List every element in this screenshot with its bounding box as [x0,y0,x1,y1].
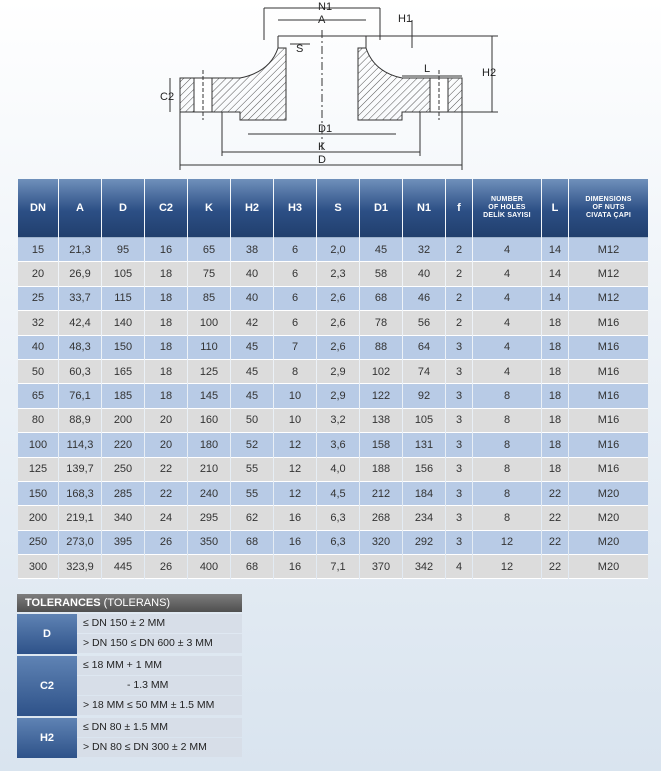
table-cell: 15 [18,238,58,262]
table-cell: 292 [403,531,445,555]
table-cell: 240 [188,482,230,506]
table-cell: 2,6 [317,311,359,335]
table-cell: 3 [446,409,472,433]
table-cell: 42,4 [59,311,101,335]
table-cell: 14 [542,287,568,311]
table-cell: 140 [102,311,144,335]
table-cell: 18 [542,409,568,433]
header-d: D [102,179,144,238]
tolerance-row-d [17,614,242,654]
table-cell: 188 [360,458,402,482]
table-cell: 21,3 [59,238,101,262]
table-cell: 165 [102,360,144,384]
table-cell: 4 [473,262,541,286]
table-cell: 16 [274,531,316,555]
table-cell: 10 [274,409,316,433]
tolerance-value: ≤ DN 80 ± 1.5 MM [77,718,242,737]
table-cell: 22 [145,482,187,506]
table-cell: 295 [188,506,230,530]
table-cell: 26 [145,555,187,579]
table-cell: 33,7 [59,287,101,311]
table-cell: 22 [542,506,568,530]
table-cell: 85 [188,287,230,311]
header-h2: H2 [231,179,273,238]
table-row [18,287,648,311]
header-dn: DN [18,179,58,238]
table-cell: 210 [188,458,230,482]
table-cell: 68 [231,531,273,555]
header-s: S [317,179,359,238]
table-row [18,336,648,360]
table-cell: 8 [473,384,541,408]
tolerance-value: ≤ DN 150 ± 2 MM [77,614,242,633]
table-cell: 156 [403,458,445,482]
table-cell: 40 [231,287,273,311]
table-cell: 3 [446,433,472,457]
table-cell: 150 [18,482,58,506]
table-cell: 50 [231,409,273,433]
table-cell: 56 [403,311,445,335]
table-cell: 2,0 [317,238,359,262]
table-cell: 370 [360,555,402,579]
table-cell: 220 [102,433,144,457]
table-cell: 8 [473,409,541,433]
table-cell: 3 [446,506,472,530]
table-cell: 320 [360,531,402,555]
table-cell: 88 [360,336,402,360]
header-l: L [542,179,568,238]
table-cell: 55 [231,482,273,506]
table-cell: 323,9 [59,555,101,579]
table-cell: 139,7 [59,458,101,482]
table-cell: 18 [145,262,187,286]
table-cell: 2,9 [317,360,359,384]
table-cell: 62 [231,506,273,530]
table-cell: 250 [102,458,144,482]
table-cell: M16 [569,458,648,482]
table-cell: 78 [360,311,402,335]
table-cell: 6 [274,287,316,311]
table-cell: 14 [542,262,568,286]
table-cell: 8 [473,506,541,530]
table-cell: 38 [231,238,273,262]
table-cell: M12 [569,238,648,262]
table-cell: 46 [403,287,445,311]
table-cell: 12 [473,531,541,555]
table-cell: 18 [542,336,568,360]
table-cell: 2,9 [317,384,359,408]
table-cell: 50 [18,360,58,384]
table-cell: 16 [274,506,316,530]
table-cell: 4,0 [317,458,359,482]
table-cell: 22 [145,458,187,482]
table-cell: 131 [403,433,445,457]
table-cell: 45 [231,360,273,384]
table-cell: M16 [569,409,648,433]
table-cell: 212 [360,482,402,506]
table-cell: 400 [188,555,230,579]
header-a: A [59,179,101,238]
table-cell: 2 [446,238,472,262]
table-cell: 18 [542,360,568,384]
table-cell: 105 [102,262,144,286]
table-cell: 122 [360,384,402,408]
tolerance-value: > 18 MM ≤ 50 MM ± 1.5 MM [77,696,242,715]
table-cell: 6 [274,311,316,335]
table-cell: 158 [360,433,402,457]
table-cell: 12 [274,433,316,457]
table-cell: 150 [102,336,144,360]
dimensions-table [17,179,649,579]
table-cell: 4,5 [317,482,359,506]
table-row [18,409,648,433]
table-cell: 18 [542,311,568,335]
table-cell: 6 [274,238,316,262]
table-cell: 4 [473,360,541,384]
table-cell: 445 [102,555,144,579]
tolerance-key: C2 [17,656,77,716]
table-cell: 268 [360,506,402,530]
table-cell: 100 [188,311,230,335]
table-cell: 52 [231,433,273,457]
table-cell: 184 [403,482,445,506]
table-header-row [18,179,648,238]
table-cell: 22 [542,482,568,506]
label-a: A [318,14,326,26]
header-n1: N1 [403,179,445,238]
table-cell: 18 [145,311,187,335]
header-k: K [188,179,230,238]
table-cell: 3 [446,336,472,360]
table-cell: 8 [473,458,541,482]
label-c2: C2 [160,91,175,103]
table-cell: 10 [274,384,316,408]
table-cell: 185 [102,384,144,408]
table-cell: 4 [473,336,541,360]
label-n1: N1 [318,1,333,13]
table-cell: 4 [473,287,541,311]
flange-diagram [0,0,661,178]
table-cell: 12 [274,458,316,482]
table-cell: 145 [188,384,230,408]
tolerance-row-c2 [17,656,242,716]
table-cell: 114,3 [59,433,101,457]
table-cell: 2,6 [317,287,359,311]
table-cell: 68 [231,555,273,579]
table-cell: 12 [274,482,316,506]
table-cell: 18 [542,384,568,408]
header-c2: C2 [145,179,187,238]
label-h2: H2 [482,67,497,79]
label-d1: D1 [318,123,333,135]
label-s: S [296,43,304,55]
tolerance-key: H2 [17,718,77,758]
table-row [18,238,648,262]
table-cell: M20 [569,555,648,579]
table-cell: 6,3 [317,531,359,555]
table-cell: 32 [403,238,445,262]
table-cell: 8 [473,482,541,506]
table-cell: 32 [18,311,58,335]
table-cell: 60,3 [59,360,101,384]
table-cell: M16 [569,360,648,384]
table-cell: 20 [18,262,58,286]
table-cell: 3 [446,482,472,506]
table-body [18,238,648,579]
tolerances-table [17,614,242,760]
table-cell: 14 [542,238,568,262]
table-cell: M16 [569,311,648,335]
table-cell: 180 [188,433,230,457]
table-cell: M16 [569,384,648,408]
table-cell: 74 [403,360,445,384]
table-cell: 219,1 [59,506,101,530]
table-cell: 4 [473,311,541,335]
header-number-of-holes: NUMBER OF HOLES DELİK SAYISI [473,179,541,238]
label-l: L [424,63,431,75]
table-cell: 80 [18,409,58,433]
label-k: K [318,141,326,153]
table-cell: 7,1 [317,555,359,579]
table-cell: 58 [360,262,402,286]
table-cell: 2 [446,311,472,335]
table-cell: 68 [360,287,402,311]
table-cell: M20 [569,482,648,506]
label-h1: H1 [398,13,413,25]
table-cell: 3 [446,531,472,555]
table-cell: 2 [446,287,472,311]
table-cell: 40 [18,336,58,360]
tolerances-title-en: TOLERANCES [25,597,101,609]
table-cell: 75 [188,262,230,286]
table-cell: 250 [18,531,58,555]
table-cell: 12 [473,555,541,579]
table-cell: 95 [102,238,144,262]
table-cell: 115 [102,287,144,311]
tolerance-key: D [17,614,77,654]
table-cell: 105 [403,409,445,433]
table-cell: M16 [569,433,648,457]
table-row [18,262,648,286]
header-h3: H3 [274,179,316,238]
table-row [18,458,648,482]
table-cell: 40 [231,262,273,286]
table-cell: 138 [360,409,402,433]
table-cell: 168,3 [59,482,101,506]
table-cell: 65 [188,238,230,262]
tolerance-value: - 1.3 MM [77,676,242,695]
table-cell: 8 [473,433,541,457]
table-cell: 18 [145,360,187,384]
table-cell: 40 [403,262,445,286]
table-cell: 3,6 [317,433,359,457]
table-cell: 102 [360,360,402,384]
table-cell: 200 [18,506,58,530]
table-row [18,531,648,555]
tolerances-title-tr: (TOLERANS) [103,597,171,609]
table-cell: 342 [403,555,445,579]
table-cell: 300 [18,555,58,579]
table-cell: 18 [145,287,187,311]
table-cell: M12 [569,262,648,286]
tolerance-value: ≤ 18 MM + 1 MM [77,656,242,675]
table-cell: 3 [446,458,472,482]
table-cell: 16 [274,555,316,579]
table-cell: 20 [145,433,187,457]
table-cell: 20 [145,409,187,433]
table-cell: M12 [569,287,648,311]
table-cell: 45 [231,336,273,360]
table-cell: 4 [446,555,472,579]
table-row [18,506,648,530]
table-cell: 45 [360,238,402,262]
tolerance-row-h2 [17,718,242,758]
table-cell: 3,2 [317,409,359,433]
table-cell: 64 [403,336,445,360]
table-cell: 350 [188,531,230,555]
table-cell: 273,0 [59,531,101,555]
table-cell: 6,3 [317,506,359,530]
table-cell: 18 [542,433,568,457]
table-row [18,433,648,457]
table-cell: 48,3 [59,336,101,360]
table-row [18,384,648,408]
table-cell: 3 [446,384,472,408]
table-cell: 45 [231,384,273,408]
table-cell: 125 [18,458,58,482]
table-cell: 88,9 [59,409,101,433]
table-cell: 340 [102,506,144,530]
table-cell: 16 [145,238,187,262]
table-cell: 18 [542,458,568,482]
table-cell: 76,1 [59,384,101,408]
table-row [18,482,648,506]
table-cell: 3 [446,360,472,384]
table-cell: 65 [18,384,58,408]
table-cell: 100 [18,433,58,457]
label-d: D [318,154,326,166]
table-cell: 160 [188,409,230,433]
table-row [18,555,648,579]
table-cell: 2,3 [317,262,359,286]
table-cell: M16 [569,336,648,360]
table-cell: 24 [145,506,187,530]
table-cell: 6 [274,262,316,286]
tolerance-value: > DN 150 ≤ DN 600 ± 3 MM [77,634,242,653]
table-cell: 25 [18,287,58,311]
table-cell: 22 [542,555,568,579]
table-cell: 22 [542,531,568,555]
table-cell: 2 [446,262,472,286]
table-cell: 26,9 [59,262,101,286]
table-cell: 42 [231,311,273,335]
table-cell: 110 [188,336,230,360]
table-cell: 234 [403,506,445,530]
table-cell: 18 [145,336,187,360]
table-cell: 200 [102,409,144,433]
header-d1: D1 [360,179,402,238]
tolerance-value: > DN 80 ≤ DN 300 ± 2 MM [77,738,242,757]
table-cell: 55 [231,458,273,482]
tolerances-title [17,594,242,612]
table-cell: 285 [102,482,144,506]
table-row [18,311,648,335]
header-dimensions-of-nuts: DIMENSIONS OF NUTS CIVATA ÇAPI [569,179,648,238]
table-cell: 2,6 [317,336,359,360]
table-cell: 7 [274,336,316,360]
table-cell: 395 [102,531,144,555]
table-row [18,360,648,384]
table-cell: M20 [569,506,648,530]
table-cell: 8 [274,360,316,384]
table-cell: 92 [403,384,445,408]
header-f: f [446,179,472,238]
table-cell: 125 [188,360,230,384]
table-cell: 26 [145,531,187,555]
table-cell: M20 [569,531,648,555]
table-cell: 4 [473,238,541,262]
table-cell: 18 [145,384,187,408]
